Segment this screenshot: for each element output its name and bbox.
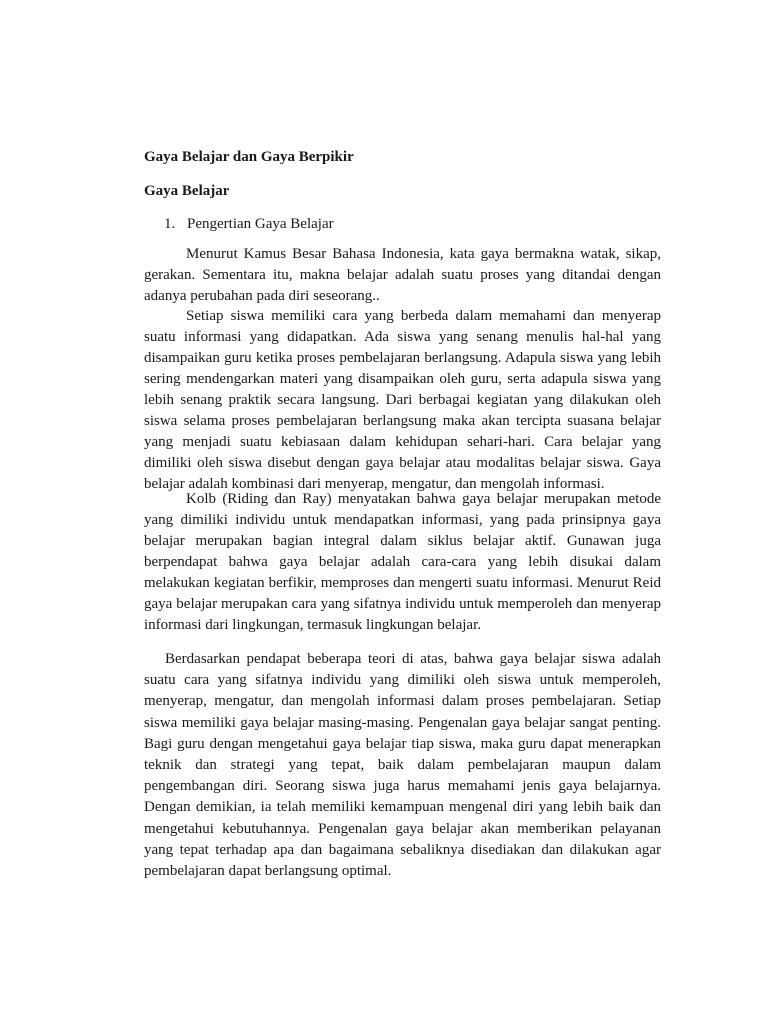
list-item-text: Pengertian Gaya Belajar xyxy=(187,216,334,232)
paragraph-conclusion: Berdasarkan pendapat beberapa teori di atas, bahwa gaya belajar siswa adalah suatu cara yang sifatnya individu yang dimiliki oleh siswa untuk memperoleh, menyerap, mengatur, dan mengolah informasi dalam proses pembelajaran. Setiap siswa memiliki gaya belajar masing-masing. Pengenalan gaya belajar sangat penting. Bagi guru dengan mengetahui gaya belajar tiap siswa, maka guru dapat menerapkan teknik dan strategi yang tepat, baik dalam pembelajaran maupun dalam pengembangan diri. Seorang siswa juga harus memahami jenis gaya belajarnya. Dengan demikian, ia telah memiliki kemampuan mengenal diri yang lebih baik dan mengetahui kebutuhannya. Pengenalan gaya belajar akan memberikan pelayanan yang tepat terhadap apa dan bagaimana sebaliknya disediakan dan dilakukan agar pembelajaran dapat berlangsung optimal. xyxy=(144,651,661,880)
section-heading: Gaya Belajar xyxy=(144,183,230,199)
paragraph-kolb: Kolb (Riding dan Ray) menyatakan bahwa gaya belajar merupakan metode yang dimiliki individu untuk mendapatkan informasi, yang pada prinsipnya gaya belajar merupakan bagian integral dalam siklus belajar aktif. Gunawan juga berpendapat bahwa gaya belajar adalah cara-cara yang lebih disukai dalam melakukan kegiatan berfikir, memproses dan mengerti suatu informasi. Menurut Reid gaya belajar merupakan cara yang sifatnya individu untuk memperoleh dan menyerap informasi dari lingkungan, termasuk lingkungan belajar. xyxy=(144,491,661,633)
paragraph-definition: Menurut Kamus Besar Bahasa Indonesia, kata gaya bermakna watak, sikap, gerakan. Sementara itu, makna belajar adalah suatu proses yang ditandai dengan adanya perubahan pada diri seseorang.. xyxy=(144,246,661,304)
numbered-list-item xyxy=(164,215,334,233)
paragraph-learning-style: Setiap siswa memiliki cara yang berbeda dalam memahami dan menyerap suatu informasi yang didapatkan. Ada siswa yang senang menulis hal-hal yang disampaikan guru ketika proses pembelajaran berlangsung. Adapula siswa yang lebih sering mendengarkan materi yang disampaikan oleh guru, serta adapula siswa yang lebih senang praktik secara langsung. Dari berbagai kegiatan yang dilakukan oleh siswa selama proses pembelajaran berlangsung maka akan tercipta suasana belajar yang menjadi suatu kebiasaan dalam kehidupan sehari-hari. Cara belajar yang dimiliki oleh siswa disebut dengan gaya belajar atau modalitas belajar siswa. Gaya belajar adalah kombinasi dari menyerap, mengatur, dan mengolah informasi. xyxy=(144,308,661,492)
list-number: 1. xyxy=(164,216,176,232)
document-title: Gaya Belajar dan Gaya Berpikir xyxy=(144,149,354,165)
